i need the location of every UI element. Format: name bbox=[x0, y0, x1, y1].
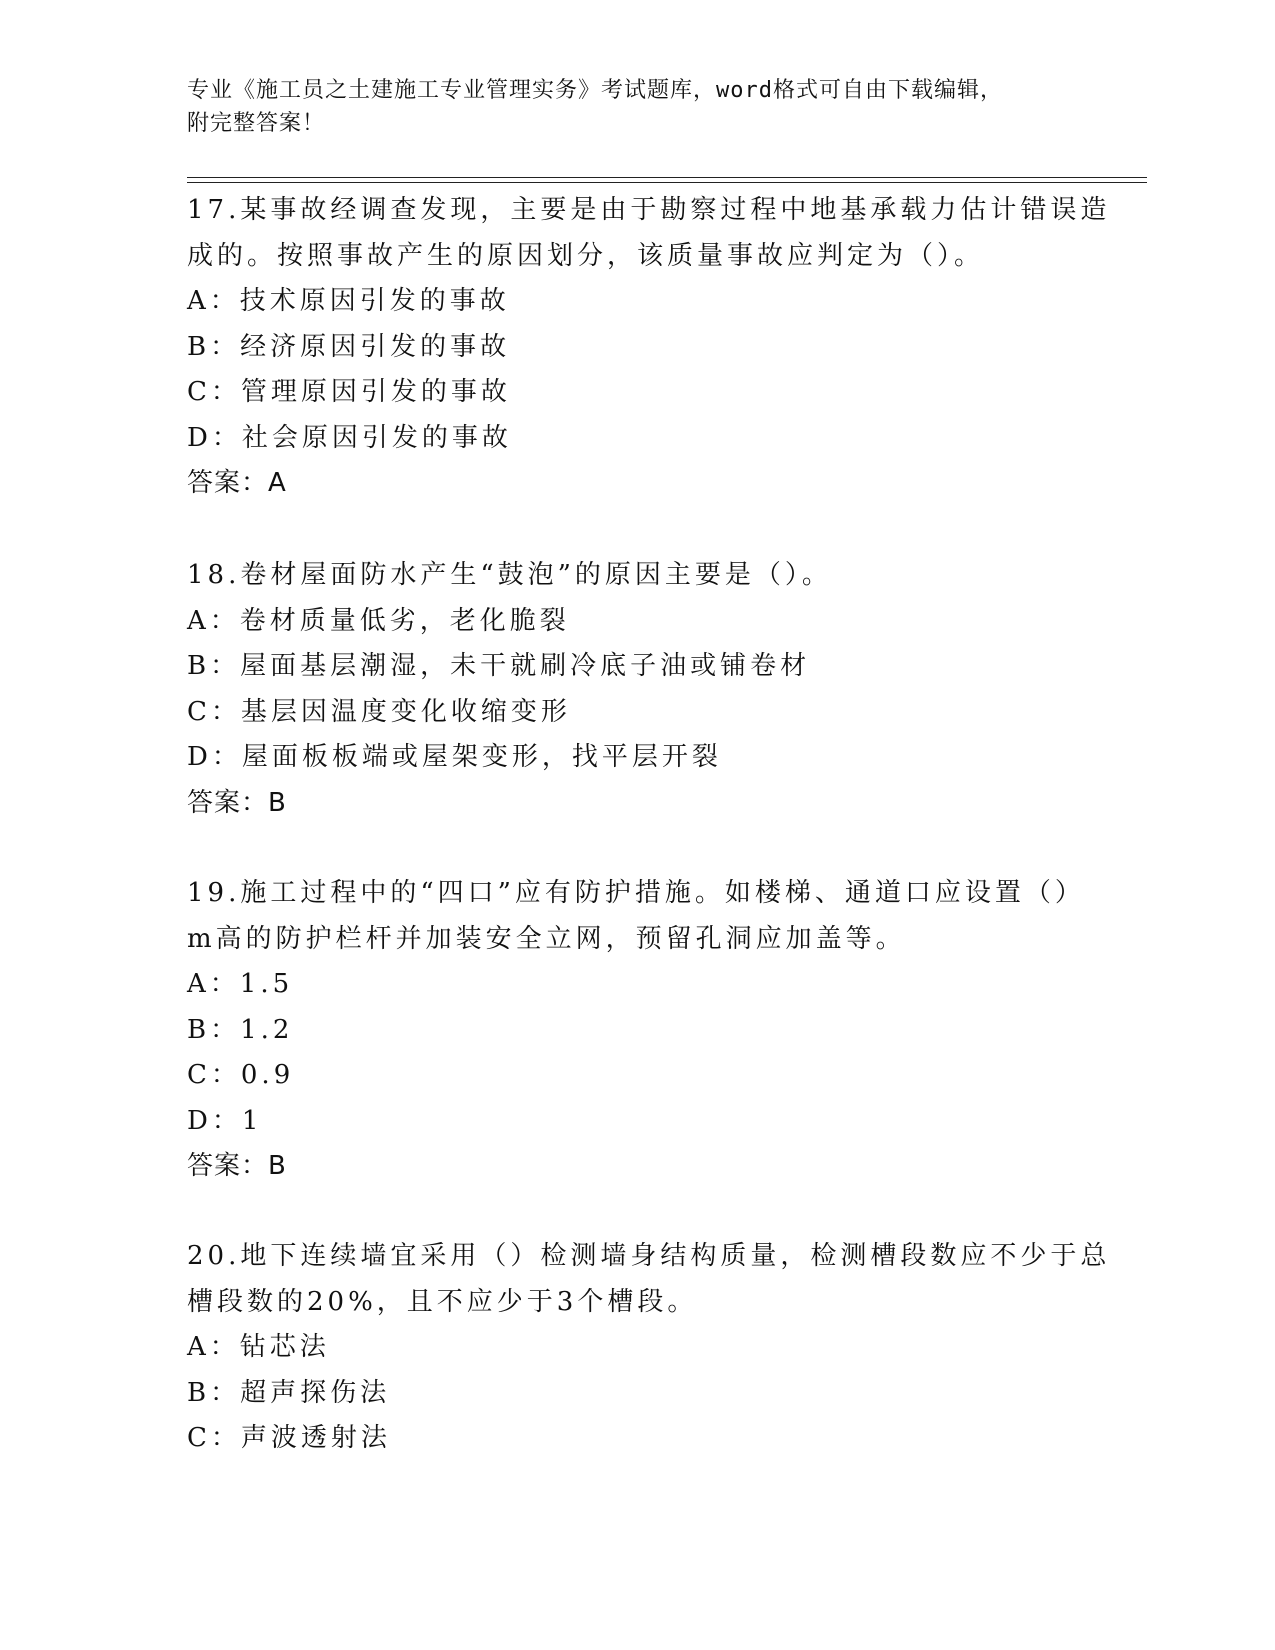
question-17 bbox=[187, 188, 1111, 507]
header-line: 专业《施工员之土建施工专业管理实务》考试题库，word格式可自由下载编辑， bbox=[187, 78, 1003, 103]
question-18 bbox=[187, 553, 1087, 826]
option-b: B：超声探伤法 bbox=[187, 1377, 391, 1408]
option-b: B：屋面基层潮湿，未干就刷冷底子油或铺卷材 bbox=[187, 651, 811, 681]
option-d: D：社会原因引发的事故 bbox=[187, 422, 512, 453]
header-line: 附完整答案！ bbox=[187, 111, 326, 136]
question-stem: 18.卷材屋面防水产生“鼓泡”的原因主要是（）。 bbox=[187, 560, 832, 590]
question-stem: 20.地下连续墙宜采用（）检测墙身结构质量，检测槽段数应不少于总 bbox=[187, 1241, 1111, 1271]
question-stem: 槽段数的20%，且不应少于3个槽段。 bbox=[187, 1286, 698, 1317]
question-stem: 17.某事故经调查发现，主要是由于勘察过程中地基承载力估计错误造 bbox=[187, 195, 1111, 225]
option-a: A：1.5 bbox=[187, 969, 294, 999]
option-c: C：基层因温度变化收缩变形 bbox=[187, 696, 571, 727]
answer: 答案：A bbox=[187, 468, 287, 498]
answer: 答案：B bbox=[187, 787, 287, 818]
option-a: A：钻芯法 bbox=[187, 1332, 330, 1362]
answer: 答案：B bbox=[187, 1151, 287, 1181]
question-stem: m高的防护栏杆并加装安全立网，预留孔洞应加盖等。 bbox=[187, 923, 906, 954]
document-header bbox=[187, 74, 1067, 140]
option-d: D：1 bbox=[187, 1105, 263, 1136]
question-stem: 19.施工过程中的“四口”应有防护措施。如楼梯、通道口应设置（） bbox=[187, 878, 1085, 908]
option-c: C：0.9 bbox=[187, 1060, 295, 1090]
question-19 bbox=[187, 871, 1087, 1190]
question-20 bbox=[187, 1234, 1111, 1462]
option-d: D：屋面板板端或屋架变形，找平层开裂 bbox=[187, 742, 722, 772]
option-b: B：经济原因引发的事故 bbox=[187, 331, 511, 362]
option-c: C：管理原因引发的事故 bbox=[187, 377, 511, 407]
option-b: B：1.2 bbox=[187, 1014, 294, 1045]
option-c: C：声波透射法 bbox=[187, 1423, 391, 1453]
header-divider bbox=[187, 182, 1147, 183]
header-divider bbox=[187, 177, 1147, 178]
option-a: A：技术原因引发的事故 bbox=[187, 286, 510, 316]
question-stem: 成的。按照事故产生的原因划分，该质量事故应判定为（）。 bbox=[187, 240, 985, 271]
option-a: A：卷材质量低劣，老化脆裂 bbox=[187, 605, 570, 636]
